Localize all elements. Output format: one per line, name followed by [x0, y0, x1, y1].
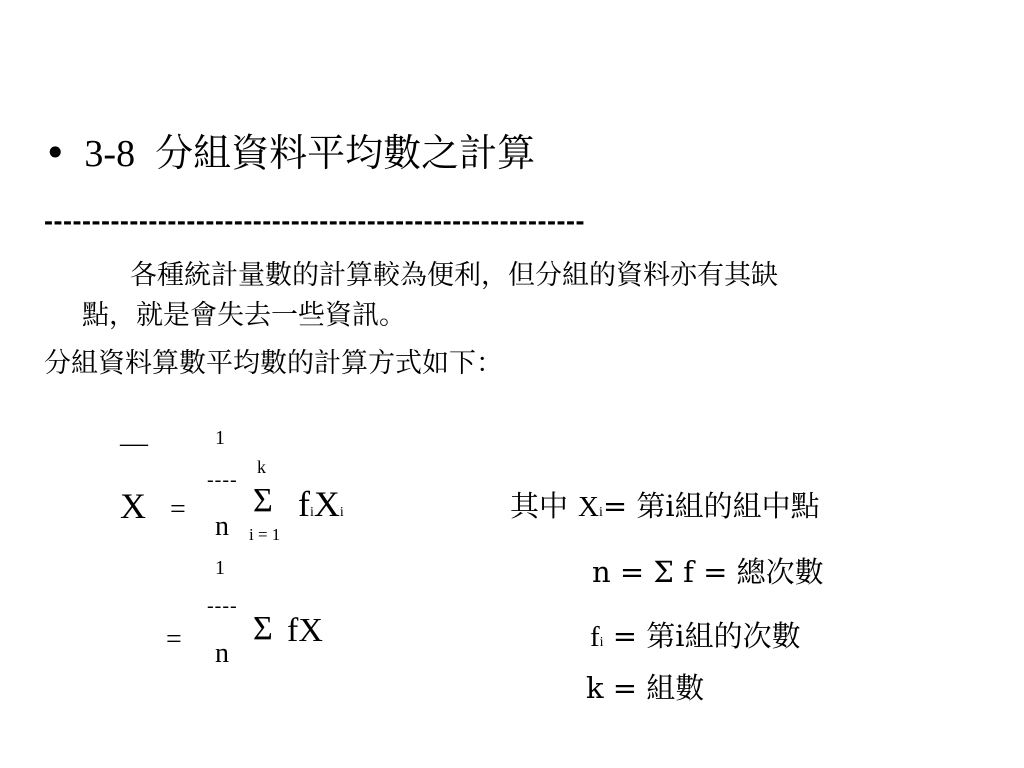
term-x: X: [313, 484, 340, 524]
slide-title: [44, 131, 536, 175]
legend-var-f-subscript: i: [599, 635, 604, 650]
legend-var-f: f: [590, 621, 600, 653]
dashed-divider: ---------------------------------------------------------: [44, 206, 585, 236]
term-f: f: [298, 484, 310, 524]
bullet-icon: •: [44, 131, 67, 175]
paragraph-line-3: 分組資料算數平均數的計算方式如下：: [44, 348, 503, 379]
mean-symbol: X: [120, 486, 146, 526]
sum-upper-limit: k: [257, 457, 266, 477]
summand: [298, 486, 344, 522]
paragraph-line-1: 各種統計量數的計算較為便利，但分組的資料亦有其缺: [130, 260, 778, 291]
legend-var-x: X: [578, 491, 599, 523]
equals-sign-2: =: [166, 624, 182, 655]
fraction-numerator: 1: [215, 427, 225, 449]
mean-bar: —: [120, 428, 148, 459]
term-f-subscript: i: [310, 505, 314, 520]
legend-def-fi: = 第i組的次數: [603, 619, 801, 653]
legend-item-k: k = 組數: [586, 671, 705, 705]
fraction-bar-2: ----: [207, 595, 238, 617]
sigma-icon: Σ: [253, 610, 273, 647]
legend-item-fi: [590, 619, 801, 653]
legend-prefix: 其中: [510, 489, 569, 523]
section-number: 3-8: [84, 133, 136, 175]
fraction-bar: ----: [207, 469, 238, 491]
fraction-numerator-2: 1: [215, 557, 225, 579]
legend-var-x-subscript: i: [598, 505, 603, 520]
sigma-icon: Σ: [253, 482, 273, 519]
summand-2: fX: [287, 612, 323, 649]
title-text: 分組資料平均數之計算: [155, 131, 536, 175]
legend-item-xi: [510, 489, 820, 523]
term-x-subscript: i: [339, 505, 344, 520]
paragraph-line-2: 點，就是會失去一些資訊。: [82, 300, 406, 331]
legend-item-n: n = Σ f = 總次數: [592, 555, 824, 589]
equals-sign: =: [170, 494, 186, 525]
legend-def-xi: = 第i組的組中點: [602, 489, 820, 523]
fraction-denominator: n: [215, 511, 229, 542]
sum-lower-limit: i = 1: [249, 525, 281, 544]
fraction-denominator-2: n: [215, 638, 229, 669]
